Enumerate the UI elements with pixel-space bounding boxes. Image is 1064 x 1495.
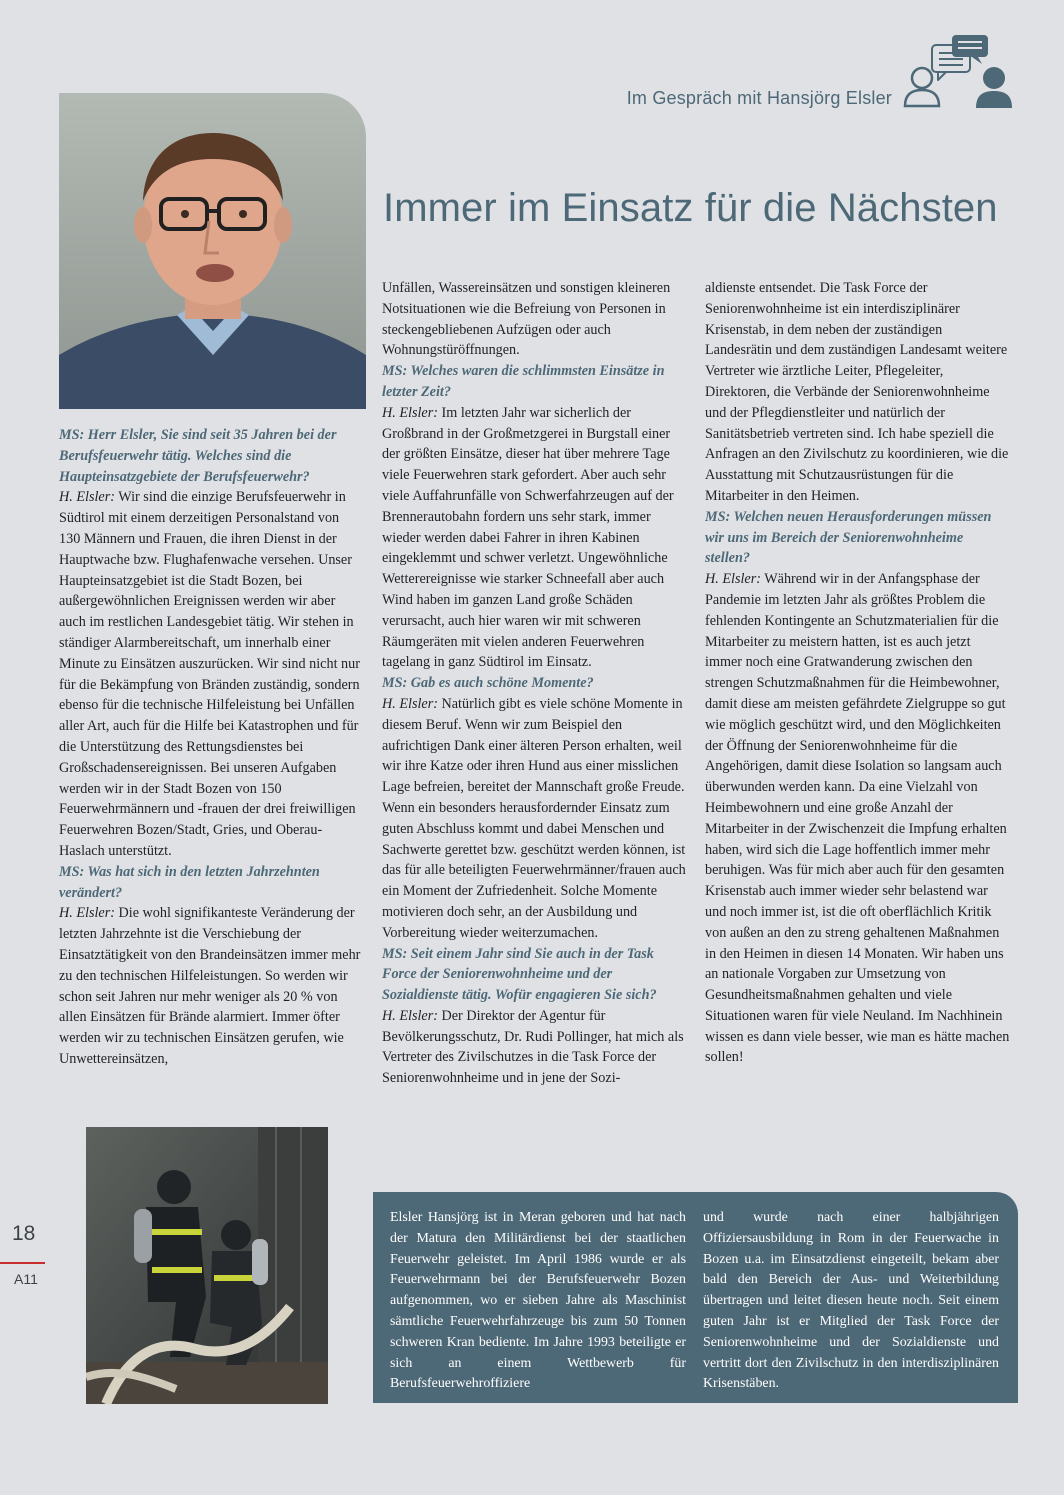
answer-text: Im letzten Jahr war sicherlich der Großbrand in der Großmetzgerei in Burgstall einer der größten Einsätze, dieser hat über mehrere Tage viele Feuerwehren stark gefordert. Aber auch sehr viele Auffahrunfälle von Schwerfahrzeugen auf der Brennerautobahn fordern uns sehr stark, immer wieder werden dabei Fahrer in ihren Kabinen eingeklemmt und schwer verletzt. Ungewöhnliche Wetterereignisse wie starker Schneefall aber auch Wind haben im ganzen Land große Schäden verursacht, auch hier waren wir mit schweren Räumgeräten mit vielen anderen Feuerwehren tagelang in ganz Südtirol im Einsatz. (382, 404, 674, 671)
answer-text: Während wir in der Anfangsphase der Pandemie im letzten Jahr als größtes Problem die fehlenden Kontingente an Schutzmaterialien für die Mitarbeiter zu meistern hatten, ist es auch jetzt immer noch eine Gratwanderung zwischen den strengen Schutzmaßnahmen für die Heimbewohner, damit diese am meisten gefährdete Zielgruppe so gut wie möglich geschützt wird, und den Möglichkeiten der Öffnung der Seniorenwohnheime für die Angehörigen, damit diese Isolation so langsam auch überwunden werden kann. Da eine Vielzahl von Heimbewohnern und eine große Anzahl der Mitarbeiter in der Zwischenzeit die Impfung erhalten haben, wird sich die Lage hoffentlich immer mehr beruhigen. Was für mich aber auch für den gesamten Krisenstab auch immer wieder sehr belastend war und noch immer ist, ist die oft oberflächlich Kritik von außen an den zu streng gehaltenen Maßnahmen in den Heimen in diesen 14 Monaten. Wir haben uns an nationale Vorgaben zur Umsetzung von Gesundheitsmaßnahmen gehalten und viele Situationen waren für viele Neuland. Im Nachhinein wissen es dann viele besser, wie man es hätte machen sollen! (705, 571, 1010, 1066)
portrait-illustration (59, 93, 366, 409)
answer-5 (382, 1006, 688, 1089)
paragraph-continued: Unfällen, Wassereinsätzen und sonstigen kleineren Notsituationen wie die Befreiung von Personen in steckengebliebenen Aufzügen oder auch Wohnungstüröffnungen. (382, 280, 671, 359)
answer-text: Die wohl signifikanteste Veränderung der letzten Jahrzehnte ist die Verschiebung der Einsatztätigkeit von den Brandeinsätzen immer mehr zu den technischen Hilfeleistungen. So werden wir schon seit Jahren nur mehr weniger als 20 % von allen Einsätzen für Brände alarmiert. Immer öfter werden wir zu technischen Einsätzen gerufen, wie Unwettereinsätzen, (59, 905, 361, 1067)
speaker-label: H. Elsler: (705, 571, 761, 588)
question-5: MS: Seit einem Jahr sind Sie auch in der Task Force der Seniorenwohnheime und der Sozialdienste tätig. Wofür engagieren Sie sich? (382, 945, 657, 1004)
article-column-2 (382, 278, 688, 1089)
answer-6 (705, 569, 1010, 1068)
speaker-label: H. Elsler: (59, 489, 115, 506)
speaker-label: H. Elsler: (382, 1007, 438, 1024)
question-1: MS: Herr Elsler, Sie sind seit 35 Jahren bei der Berufsfeuerwehr tätig. Welches sind die Haupteinsatzgebiete der Berufsfeuerwehr? (59, 427, 337, 485)
speaker-label: H. Elsler: (382, 404, 438, 421)
firefighters-illustration (86, 1127, 328, 1404)
speaker-label: H. Elsler: (382, 695, 438, 712)
article-column-1 (59, 425, 361, 1070)
bio-text-left: Elsler Hansjörg ist in Meran geboren und hat nach der Matura den Militärdienst bei der staatlichen Feuerwehr geleistet. Im April 1986 wurde er als Feuerwehrmann bei der Berufsfeuerwehr Bozen aufgenommen, wo er sieben Jahre als Maschinist sämtliche Feuerwehrfahrzeuge bis zum 50 Tonnen schweren Kran bediente. Im Jahre 1993 beteiligte er sich an einem Wettbewerb für Berufsfeuerwehroffiziere (390, 1210, 686, 1392)
speaker-label: H. Elsler: (59, 905, 115, 922)
answer-1 (59, 487, 361, 861)
article-title: Immer im Einsatz für die Nächsten (383, 186, 998, 230)
page-number: 18 (12, 1222, 36, 1245)
answer-2 (59, 903, 361, 1069)
article-column-3 (705, 278, 1010, 1068)
answer-text: Wir sind die einzige Berufsfeuerwehr in Südtirol mit einem derzeitigen Personalstand von 130 Männern und Frauen, die ihren Dienst in der Hauptwache bzw. Flughafenwache versehen. Unser Haupteinsatzgebiet ist die Stadt Bozen, bei außergewöhnlichen Ereignissen werden wir aber auch im restlichen Landesgebiet tätig. Wir stehen in ständiger Alarmbereitschaft, um innerhalb einer Minute zu Einsätzen auszurücken. Wir sind nicht nur für die Bekämpfung von Bränden zuständig, sondern ebenso für die technische Hilfeleistung bei Unfällen aller Art, auch für die Hilfe bei Katastrophen und für die Unterstützung des Rettungsdienstes bei Großschadensereignissen. Bei unseren Aufgaben werden wir in der Stadt Bozen von 150 Feuerwehrmännern und -frauen der drei freiwilligen Feuerwehren Bozen/Stadt, Gries, und Oberau-Haslach unterstützt. (59, 489, 360, 859)
question-2: MS: Was hat sich in den letzten Jahrzehnten verändert? (59, 863, 320, 901)
answer-3 (382, 403, 688, 673)
section-header: Im Gespräch mit Hansjörg Elsler (626, 88, 892, 108)
firefighters-photo (86, 1127, 328, 1404)
question-3: MS: Welches waren die schlimmsten Einsätze in letzter Zeit? (382, 363, 665, 400)
answer-text: Natürlich gibt es viele schöne Momente in diesem Beruf. Wenn wir zum Beispiel den aufrichtigen Dank einer älteren Person erhalten, weil wir ihre Katze oder ihren Hund aus einer misslichen Lage befreien, bereitet der Mannschaft große Freude. Wenn ein besonders herausfordernder Einsatz zum guten Abschluss kommt und dabei Menschen und Sachwerte gerettet bzw. geschützt werden können, ist das für alle beteiligten Feuerwehrmänner/frauen auch ein Moment der Zufriedenheit. Solche Momente motivieren doch sehr, an der Ausbildung und Vorbereitung wieder weiterzumachen. (382, 695, 686, 941)
page-number-rule (0, 1262, 45, 1264)
question-6: MS: Welchen neuen Herausforderungen müssen wir uns im Bereich der Seniorenwohnheime stellen? (705, 508, 992, 567)
bio-text-right: und wurde nach einer halbjährigen Offiziersausbildung in Rom in der Feuerwache in Bozen u.a. im Einsatzdienst eingeteilt, bekam aber bald den Bereich der Aus- und Weiterbildung übertragen und leitet diesen heute noch. Seit einem guten Jahr ist er Mitglied der Task Force der Seniorenwohnheime und der Sozialdienste und vertritt dort den Zivilschutz in den interdisziplinären Krisenstäben. (703, 1210, 999, 1392)
conversation-icon (902, 32, 1014, 112)
paragraph-continued: aldienste entsendet. Die Task Force der Seniorenwohnheime ist ein interdisziplinärer Krisenstab, in dem neben der zuständigen Landesrätin und dem zuständigen Landesamt weitere Vertreter wie ärztliche Leiter, Pflegeleiter, Direktoren, die Verbände der Seniorenwohnheime und der Pflegdienstleiter und natürlich der Sanitätsbetrieb vertreten sind. Ich habe speziell die Anfragen an den Zivilschutz zu koordinieren, wie die Ausstattung mit Schutzausrüstungen für die Mitarbeiter in den Heimen. (705, 280, 1009, 504)
answer-text: Der Direktor der Agentur für Bevölkerungsschutz, Dr. Rudi Pollinger, hat mich als Vertreter des Zivilschutzes in die Task Force der Seniorenwohnheime und in jene der Sozi- (382, 1007, 684, 1087)
portrait-photo (59, 93, 366, 409)
answer-4 (382, 694, 688, 944)
question-4: MS: Gab es auch schöne Momente? (382, 675, 594, 692)
bio-box (373, 1192, 1018, 1403)
page-code: A11 (14, 1271, 38, 1287)
